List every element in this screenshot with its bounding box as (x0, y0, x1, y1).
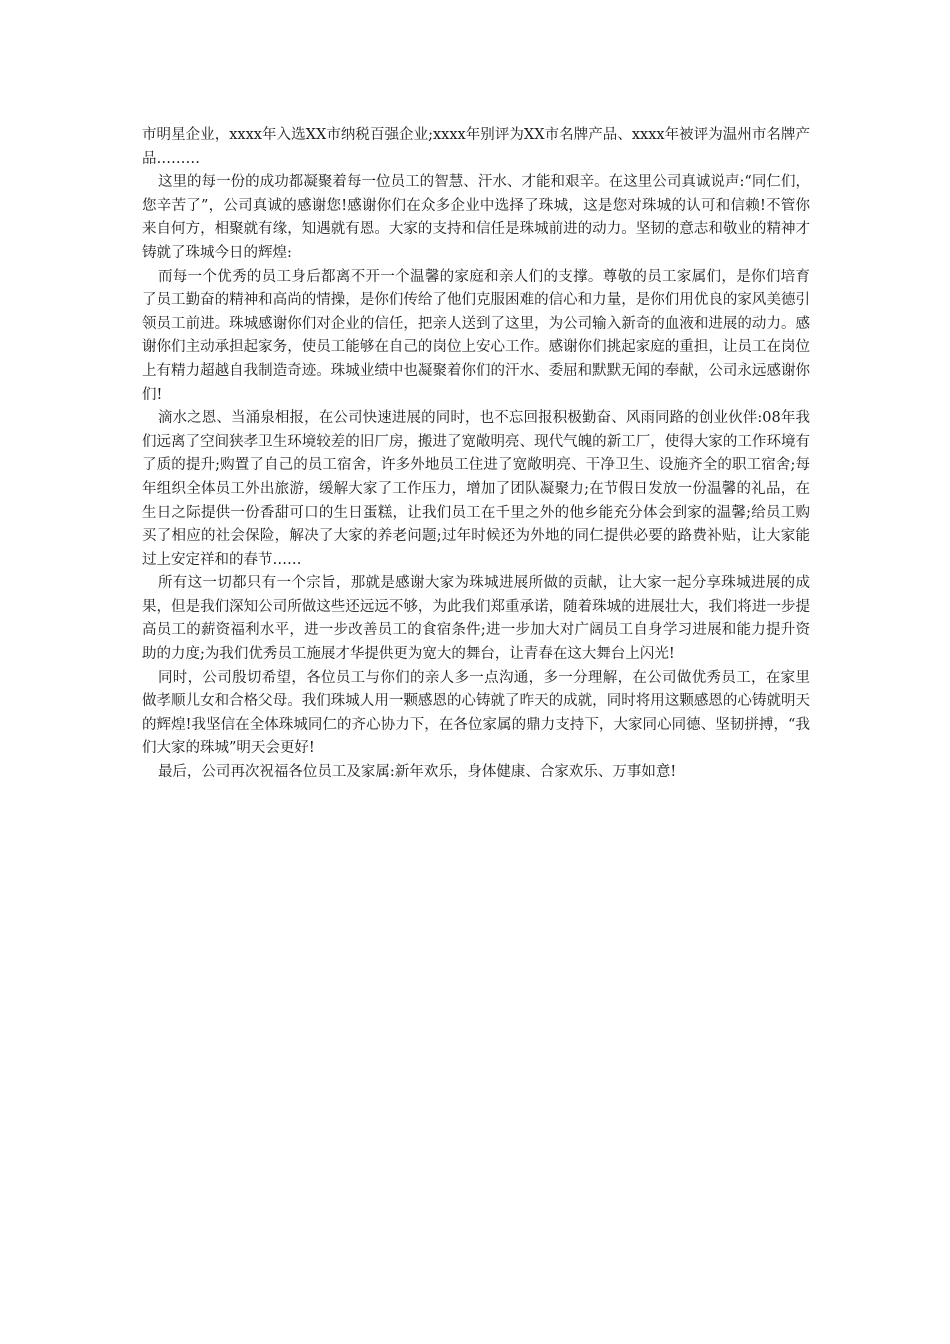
paragraph-families: 而每一个优秀的员工身后都离不开一个温馨的家庭和亲人们的支撑。尊敬的员工家属们，是你们培育了员工勤奋的精神和高尚的情操，是你们传给了他们克服困难的信心和力量，是你们用优良的家风美德引领员工前进。珠城感谢你们对企业的信任，把亲人送到了这里，为公司输入新奇的血液和进展的动力。感谢你们主动承担起家务，使员工能够在自己的岗位上安心工作。感谢你们挑起家庭的重担，让员工在岗位上有精力超越自我制造奇迹。珠城业绩中也凝聚着你们的汗水、委屈和默默无闻的奉献，公司永远感谢你们! (142, 268, 810, 403)
paragraph-blessing: 最后，公司再次祝福各位员工及家属:新年欢乐，身体健康、合家欢乐、万事如意! (157, 764, 677, 781)
paragraph-continued: 市明星企业，xxxx年入选XX市纳税百强企业;xxxx年别评为XX市名牌产品、xxxx年被评为温州市名牌产品……… (142, 127, 810, 167)
paragraph-commitment: 所有这一切都只有一个宗旨，那就是感谢大家为珠城进展所做的贡献，让大家一起分享珠城进展的成果，但是我们深知公司所做这些还远远不够，为此我们郑重承诺，随着珠城的进展壮大，我们将进一步提高员工的薪资福利水平，进一步改善员工的食宿条件;进一步加大对广阔员工自身学习进展和能力提升资助的力度;为我们优秀员工施展才华提供更为宽大的舞台，让青春在这大舞台上闪光! (142, 575, 810, 663)
document-body (142, 124, 810, 785)
paragraph-gratitude: 这里的每一份的成功都凝聚着每一位员工的智慧、汗水、才能和艰辛。在这里公司真诚说声:“同仁们，您辛苦了”，公司真诚的感谢您!感谢你们在众多企业中选择了珠城，这是您对珠城的认可和信赖!不管你来自何方，相聚就有缘，知遇就有恩。大家的支持和信任是珠城前进的动力。坚韧的意志和敬业的精神才铸就了珠城今日的辉煌: (142, 174, 810, 261)
paragraph-benefits: 滴水之恩、当涌泉相报，在公司快速进展的同时，也不忘回报积极勤奋、风雨同路的创业伙伴:08年我们远离了空间狭孝卫生环境较差的旧厂房，搬进了宽敞明亮、现代气魄的新工厂，使得大家的工作环境有了质的提升;购置了自己的员工宿舍，许多外地员工住进了宽敞明亮、干净卫生、设施齐全的职工宿舍;每年组织全体员工外出旅游，缓解大家了工作压力，增加了团队凝聚力;在节假日发放一份温馨的礼品，在生日之际提供一份香甜可口的生日蛋糕，让我们员工在千里之外的他乡能充分体会到家的温馨;给员工购买了相应的社会保险，解决了大家的养老问题;过年时候还为外地的同仁提供必要的路费补贴，让大家能过上安定祥和的春节…… (142, 410, 810, 568)
paragraph-hope: 同时，公司殷切希望，各位员工与你们的亲人多一点沟通，多一分理解，在公司做优秀员工，在家里做孝顺儿女和合格父母。我们珠城人用一颗感恩的心铸就了昨天的成就，同时将用这颗感恩的心铸就明天的辉煌!我坚信在全体珠城同仁的齐心协力下，在各位家属的鼎力支持下，大家同心同德、坚韧拼搏，“我们大家的珠城”明天会更好! (142, 669, 810, 757)
